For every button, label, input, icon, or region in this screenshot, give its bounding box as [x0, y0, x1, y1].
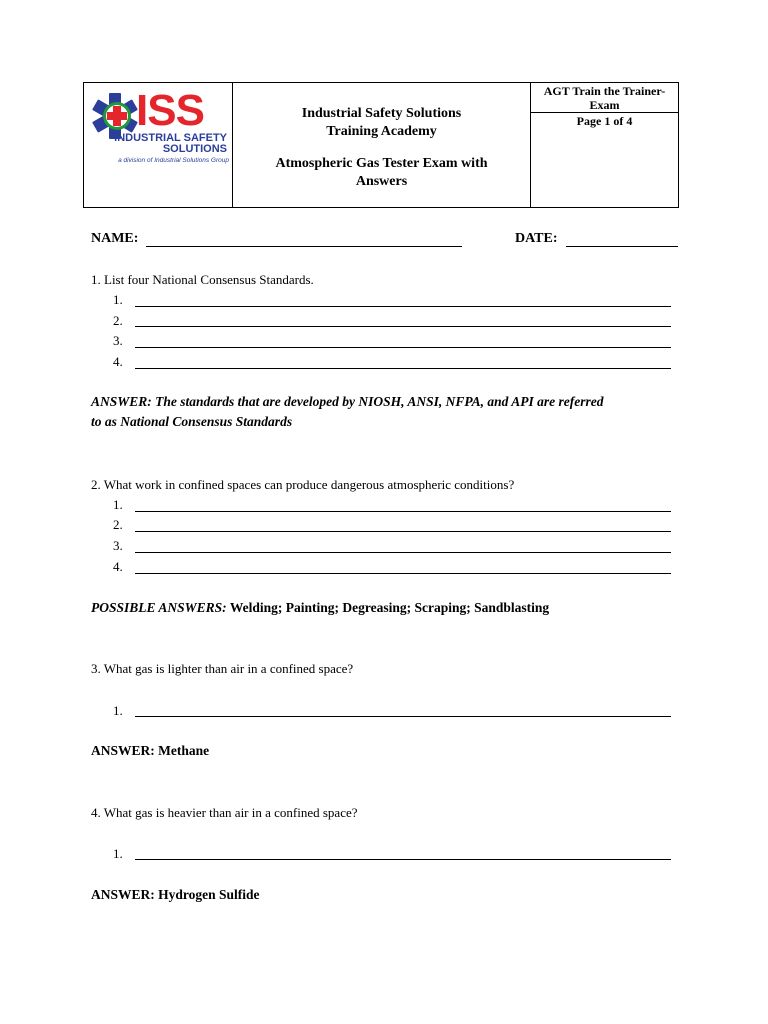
doc-title-line1: AGT Train the Trainer-: [543, 84, 666, 98]
org-academy: Training Academy: [326, 124, 437, 139]
name-field[interactable]: [146, 246, 462, 247]
q1-answer-line-1[interactable]: [135, 306, 671, 307]
q2-answer-line-3[interactable]: [135, 552, 671, 553]
q2-answer-line-2[interactable]: [135, 531, 671, 532]
question-3: 3. What gas is lighter than air in a confined space?: [91, 661, 354, 676]
q3-answer-line-1[interactable]: [135, 716, 671, 717]
q1-answer-text-2: to as National Consensus Standards: [91, 414, 293, 429]
doc-title-line2: Exam: [589, 98, 620, 112]
q1-answer: [91, 392, 691, 432]
question-1: 1. List four National Consensus Standards.: [91, 272, 314, 287]
question-4: 4. What gas is heavier than air in a confined space?: [91, 805, 358, 820]
q4-answer-text: Hydrogen Sulfide: [158, 887, 260, 902]
name-label: NAME:: [91, 231, 139, 246]
q2-answer-text: Welding; Painting; Degreasing; Scraping; Sandblasting: [229, 600, 550, 615]
question-2: 2. What work in confined spaces can produce dangerous atmospheric conditions?: [91, 477, 515, 492]
q1-answer-line-4[interactable]: [135, 368, 671, 369]
logo-line2: SOLUTIONS: [162, 143, 227, 155]
logo-cell: [84, 83, 233, 207]
q4-answer-line-1[interactable]: [135, 859, 671, 860]
q1-blank-label-3: 3.: [113, 333, 123, 348]
date-label: DATE:: [515, 231, 558, 246]
logo-letters: ISS: [136, 86, 204, 135]
q1-answer-line-2[interactable]: [135, 326, 671, 327]
q4-blank-label-1: 1.: [113, 846, 123, 861]
q2-answer-line-1[interactable]: [135, 511, 671, 512]
q4-answer: [91, 885, 260, 905]
q2-answer: [91, 598, 549, 618]
q2-answer-label: POSSIBLE ANSWERS:: [91, 600, 227, 615]
exam-title-line2: Answers: [355, 174, 408, 189]
q2-blank-label-3: 3.: [113, 538, 123, 553]
q2-blank-label-4: 4.: [113, 559, 123, 574]
doc-title: [531, 83, 678, 113]
q1-answer-label: ANSWER:: [91, 394, 152, 409]
logo-line1: INDUSTRIAL SAFETY: [114, 132, 227, 144]
q3-answer: [91, 741, 209, 761]
org-name: Industrial Safety Solutions: [301, 106, 462, 121]
q1-answer-text-1: The standards that are developed by NIOSH, ANSI, NFPA, and API are referred: [155, 394, 604, 409]
q1-blank-label-4: 4.: [113, 354, 123, 369]
header-table: [83, 82, 679, 208]
exam-title-line1: Atmospheric Gas Tester Exam with: [275, 156, 488, 171]
q2-blank-label-2: 2.: [113, 517, 123, 532]
date-field[interactable]: [566, 246, 678, 247]
q3-answer-text: Methane: [158, 743, 210, 758]
q2-blank-label-1: 1.: [113, 497, 123, 512]
title-cell: [233, 83, 531, 207]
q3-answer-label: ANSWER:: [91, 743, 155, 758]
iss-logo: [87, 86, 229, 171]
q1-blank-label-2: 2.: [113, 313, 123, 328]
doc-info-cell: [531, 83, 678, 207]
q3-blank-label-1: 1.: [113, 703, 123, 718]
logo-line3: a division of Industrial Solutions Group: [118, 157, 229, 164]
page-number: Page 1 of 4: [576, 114, 633, 128]
q4-answer-label: ANSWER:: [91, 887, 155, 902]
q1-answer-line-3[interactable]: [135, 347, 671, 348]
q2-answer-line-4[interactable]: [135, 573, 671, 574]
q1-blank-label-1: 1.: [113, 292, 123, 307]
